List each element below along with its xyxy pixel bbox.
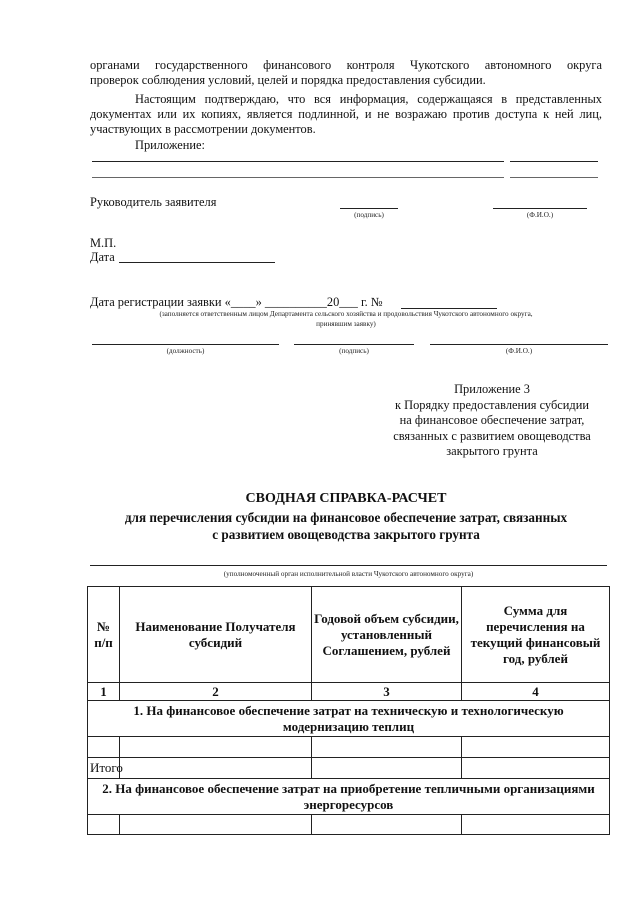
registration-number-line: [401, 308, 497, 309]
attachment-label: Приложение:: [135, 138, 205, 152]
table-row: [88, 815, 610, 835]
col-header-annual-amount: Годовой объем субсидии, установленный Соглашением, рублей: [312, 587, 462, 683]
table-header-row: [88, 587, 610, 683]
col-header-transfer-amount: Сумма для перечисления на текущий финансовый год, рублей: [462, 587, 610, 683]
attachment-line-1: [92, 161, 504, 162]
col-number-4: 4: [462, 683, 610, 701]
authority-caption: (уполномоченный орган исполнительной власти Чукотского автономного округа): [223, 570, 474, 578]
intro-para2-line2: документах или их копиях, является подлинной, и не возражаю против доступа к ней лиц,: [90, 107, 602, 121]
mp-label: М.П.: [90, 236, 117, 250]
head-fio-caption: (Ф.И.О.): [526, 211, 554, 219]
registration-note-line1: (заполняется ответственным лицом Департамента сельского хозяйства и продовольствия Чукотского автономного округа,: [159, 310, 533, 318]
table-cell: [88, 815, 120, 835]
registration-sign-caption: (подпись): [339, 347, 369, 355]
appendix-line5: закрытого грунта: [446, 444, 538, 459]
attachment-line-1b: [510, 161, 598, 162]
table-cell: [312, 758, 462, 779]
table-row: [88, 737, 610, 758]
section-1-row: [88, 701, 610, 737]
doc-subtitle-line2: с развитием овощеводства закрытого грунта: [212, 527, 480, 542]
appendix-line1: Приложение 3: [454, 382, 530, 396]
attachment-line-2: [92, 177, 504, 178]
registration-position-caption: (должность): [166, 347, 205, 355]
doc-subtitle-line1: для перечисления субсидии на финансовое обеспечение затрат, связанных: [124, 510, 568, 525]
col-header-recipient: Наименование Получателя субсидий: [120, 587, 312, 683]
head-sign-line: [340, 208, 398, 209]
table-cell: [462, 758, 610, 779]
attachment-line-2b: [510, 177, 598, 178]
date-label: Дата: [90, 250, 115, 264]
table-cell: [120, 737, 312, 758]
table-cell: [462, 815, 610, 835]
registration-note-line2: принявшим заявку): [316, 320, 376, 328]
total-row: [88, 758, 610, 779]
intro-para1-line1: органами государственного финансового контроля Чукотского автономного округа: [90, 58, 602, 72]
table-cell: [312, 737, 462, 758]
intro-para2-line3: участвующих в рассмотрении документов.: [90, 122, 316, 136]
registration-fio-caption: (Ф.И.О.): [505, 347, 533, 355]
appendix-block: [376, 382, 608, 460]
intro-para1-line2: проверок соблюдения условий, целей и порядка предоставления субсидии.: [90, 73, 486, 87]
section-1-heading: 1. На финансовое обеспечение затрат на техническую и технологическую модернизацию теплиц: [88, 701, 610, 737]
doc-title: СВОДНАЯ СПРАВКА-РАСЧЕТ: [245, 491, 447, 506]
col-number-3: 3: [312, 683, 462, 701]
table-cell: [120, 815, 312, 835]
col-number-2: 2: [120, 683, 312, 701]
table-cell: [462, 737, 610, 758]
table-column-number-row: [88, 683, 610, 701]
registration-position-line: [92, 344, 279, 345]
calculation-table: [87, 586, 610, 835]
table-cell: [120, 758, 312, 779]
total-label: Итого: [88, 758, 120, 779]
col-header-number: № п/п: [88, 587, 120, 683]
col-number-1: 1: [88, 683, 120, 701]
appendix-line3: на финансовое обеспечение затрат,: [399, 413, 585, 428]
registration-sign-line: [294, 344, 414, 345]
head-label: Руководитель заявителя: [90, 195, 217, 209]
section-2-heading: 2. На финансовое обеспечение затрат на приобретение тепличными организациями энергоресурсов: [88, 779, 610, 815]
registration-fio-line: [430, 344, 608, 345]
table-cell: [312, 815, 462, 835]
head-fio-line: [493, 208, 587, 209]
head-sign-caption: (подпись): [354, 211, 384, 219]
table-cell: [88, 737, 120, 758]
section-2-row: [88, 779, 610, 815]
appendix-line4: связанных с развитием овощеводства: [393, 428, 591, 443]
intro-para2-line1: Настоящим подтверждаю, что вся информация, содержащаяся в представленных: [135, 92, 602, 106]
authority-line: [90, 565, 607, 566]
registration-label: Дата регистрации заявки «____» __________20___ г. №: [90, 295, 383, 309]
appendix-line2: к Порядку предоставления субсидии: [395, 397, 589, 412]
date-line: [119, 262, 275, 263]
